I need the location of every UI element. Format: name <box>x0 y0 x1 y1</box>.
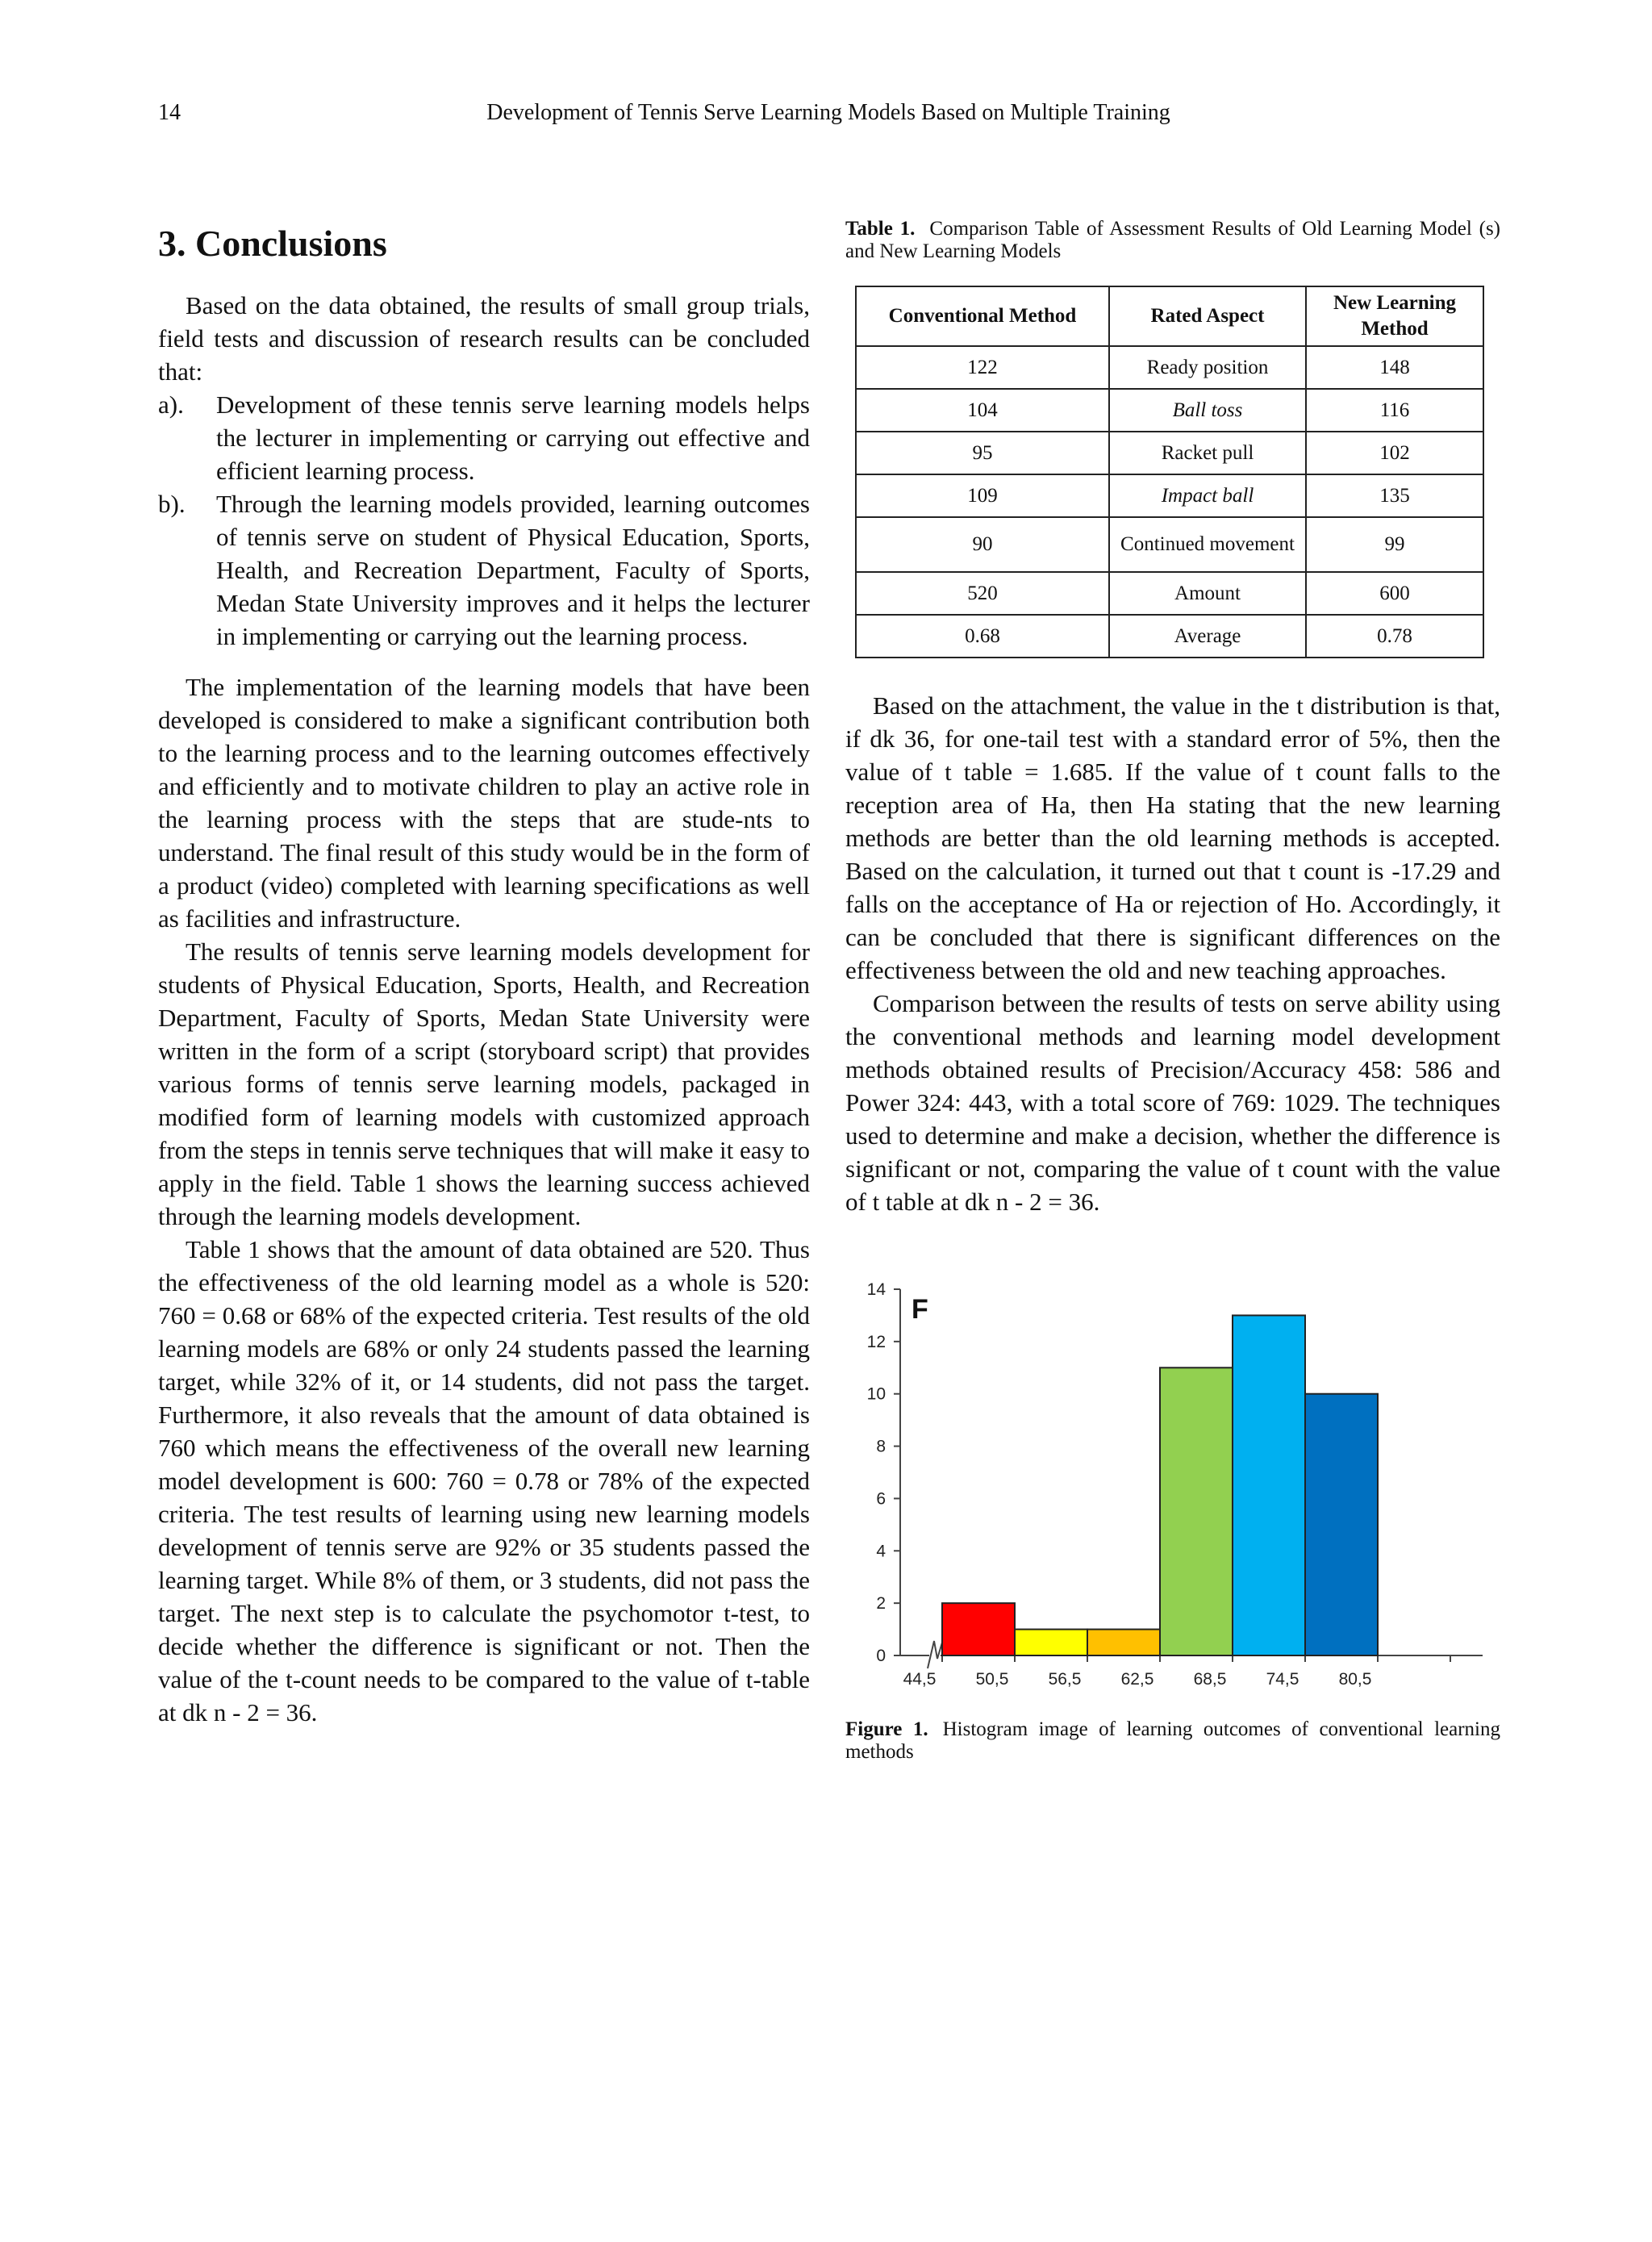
table-cell: 116 <box>1306 389 1483 432</box>
table-cell: Ball toss <box>1109 389 1306 432</box>
table-cell: Ready position <box>1109 346 1306 389</box>
histogram-chart <box>845 1250 1500 1702</box>
x-tick-label: 80,5 <box>1338 1670 1372 1689</box>
table-cell: 104 <box>856 389 1109 432</box>
table-row <box>856 572 1483 615</box>
x-tick-label: 44,5 <box>903 1670 937 1689</box>
list-item <box>158 487 810 653</box>
x-tick-label: 50,5 <box>975 1670 1009 1689</box>
y-tick-label: 2 <box>876 1594 886 1614</box>
table-row <box>856 474 1483 517</box>
running-header <box>158 100 1499 139</box>
table-cell: 122 <box>856 346 1109 389</box>
list-marker: b). <box>158 490 186 518</box>
left-column <box>158 210 810 1729</box>
table-header-row <box>856 286 1483 346</box>
table-cell: 99 <box>1306 517 1483 572</box>
histogram-bar <box>1305 1394 1378 1655</box>
y-tick-label: 8 <box>876 1437 886 1456</box>
y-tick-label: 14 <box>866 1280 886 1299</box>
table-cell: 135 <box>1306 474 1483 517</box>
table-cell: 520 <box>856 572 1109 615</box>
table-cell: 90 <box>856 517 1109 572</box>
table-caption-label: Table 1. <box>845 218 916 240</box>
table-row <box>856 615 1483 658</box>
histogram-bar <box>1233 1315 1305 1655</box>
table-cell: 95 <box>856 432 1109 474</box>
table-cell: 102 <box>1306 432 1483 474</box>
table-cell: Racket pull <box>1109 432 1306 474</box>
y-tick-label: 6 <box>876 1489 886 1509</box>
figure-caption-text: Histogram image of learning outcomes of conventional learning methods <box>845 1718 1500 1763</box>
histogram-bar <box>942 1603 1015 1655</box>
table-cell: Amount <box>1109 572 1306 615</box>
column-header: Conventional Method <box>856 286 1109 346</box>
intro-paragraph: Based on the data obtained, the results of small group trials, field tests and discussion of research results can be concluded that: <box>158 291 810 386</box>
table-row <box>856 432 1483 474</box>
x-tick-label: 56,5 <box>1048 1670 1082 1689</box>
right-text <box>845 689 1500 1218</box>
list-text: Development of these tennis serve learning models helps the lecturer in implementing or carrying out effective and efficient learning process. <box>216 390 810 485</box>
page-number: 14 <box>158 100 181 125</box>
body-paragraph: The implementation of the learning models that have been developed is considered to make a significant contribution both to the learning process and to the learning outcomes effectively and efficiently and to motivate children to play an active role in the learning process with the steps that are stude-nts to understand. The final result of this study would be in the form of a product (video) completed with learning specifications as well as facilities and infrastructure. <box>158 673 810 933</box>
list-marker: a). <box>158 390 184 419</box>
y-tick-label: 0 <box>876 1647 886 1665</box>
histogram-figure <box>845 1250 1500 1702</box>
histogram-bar <box>1160 1367 1233 1655</box>
column-header: Rated Aspect <box>1109 286 1306 346</box>
table-cell: Continued movement <box>1109 517 1306 572</box>
axis-break-icon <box>928 1641 942 1668</box>
table-cell: Impact ball <box>1109 474 1306 517</box>
table-caption <box>845 218 1500 263</box>
figure-caption-label: Figure 1. <box>845 1718 928 1740</box>
table-row <box>856 389 1483 432</box>
y-tick-label: 4 <box>876 1542 886 1561</box>
histogram-bar <box>1015 1630 1087 1655</box>
x-tick-label: 74,5 <box>1266 1670 1299 1689</box>
table-caption-text: Comparison Table of Assessment Results of Old Learning Model (s) and New Learning Models <box>845 218 1501 262</box>
y-tick-label: 12 <box>866 1332 886 1351</box>
x-tick-label: 62,5 <box>1120 1670 1154 1689</box>
list-text: Through the learning models provided, learning outcomes of tennis serve on student of Physical Education, Sports, Health, and Recreation Department, Faculty of Sports, Medan State University improves and it helps the lecturer in implementing or carrying out the learning process. <box>216 490 810 650</box>
histogram-bar <box>1087 1630 1160 1655</box>
table-cell: Average <box>1109 615 1306 658</box>
figure-caption <box>845 1718 1500 1764</box>
table-row <box>856 346 1483 389</box>
conclusion-list <box>158 388 810 653</box>
x-tick-label: 68,5 <box>1193 1670 1227 1689</box>
right-column <box>845 218 1500 1764</box>
table-cell: 0.78 <box>1306 615 1483 658</box>
body-paragraph: The results of tennis serve learning models development for students of Physical Education, Sports, Health, and Recreation Department, Faculty of Sports, Medan State University were written in the form of a script (storyboard script) that provides various forms of tennis serve learning models, packaged in modified form of learning models with customized approach from the steps in tennis serve techniques that will make it easy to apply in the field. Table 1 shows the learning success achieved through the learning models development. <box>158 937 810 1230</box>
section-title: 3. Conclusions <box>158 223 387 264</box>
body-paragraph: Based on the attachment, the value in the t distribution is that, if dk 36, for one-tail test with a standard error of 5%, then the value of t table = 1.685. If the value of t count falls to the reception area of Ha, then Ha stating that the new learning methods are better than the old learning methods is accepted. Based on the calculation, it turned out that t count is -17.29 and falls on the acceptance of Ha or rejection of Ho. Accordingly, it can be concluded that there is significant differences on the effectiveness between the old and new teaching approaches. <box>845 691 1500 984</box>
table-cell: 600 <box>1306 572 1483 615</box>
list-item <box>158 388 810 487</box>
table-cell: 148 <box>1306 346 1483 389</box>
table-cell: 109 <box>856 474 1109 517</box>
column-header: New Learning Method <box>1306 286 1483 346</box>
comparison-table <box>855 286 1484 658</box>
table-row <box>856 517 1483 572</box>
body-paragraph: Table 1 shows that the amount of data obtained are 520. Thus the effectiveness of the old learning model as a whole is 520: 760 = 0.68 or 68% of the expected criteria. Test results of the old learning models are 68% or only 24 students passed the learning target, while 32% of it, or 14 students, did not pass the target. Furthermore, it also reveals that the amount of data obtained is 760 which means the effectiveness of the overall new learning model development is 600: 760 = 0.78 or 78% of the expected criteria. The test results of learning using new learning models development of tennis serve are 92% or 35 students passed the learning target. While 8% of them, or 3 students, did not pass the target. The next step is to calculate the psychomotor t-test, to decide whether the difference is significant or not. Then the value of the t-count needs to be compared to the value of t-table at dk n - 2 = 36. <box>158 1235 810 1726</box>
y-tick-label: 10 <box>866 1384 886 1404</box>
body-paragraph: Comparison between the results of tests on serve ability using the conventional methods and learning model development methods obtained results of Precision/Accuracy 458: 586 and Power 324: 443, with a total score of 769: 1029. The techniques used to determine and make a decision, whether the difference is significant or not, comparing the value of t count with the value of t table at dk n - 2 = 36. <box>845 989 1500 1216</box>
table-cell: 0.68 <box>856 615 1109 658</box>
running-title: Development of Tennis Serve Learning Models Based on Multiple Training <box>486 100 1170 125</box>
chart-title: F <box>912 1294 928 1325</box>
